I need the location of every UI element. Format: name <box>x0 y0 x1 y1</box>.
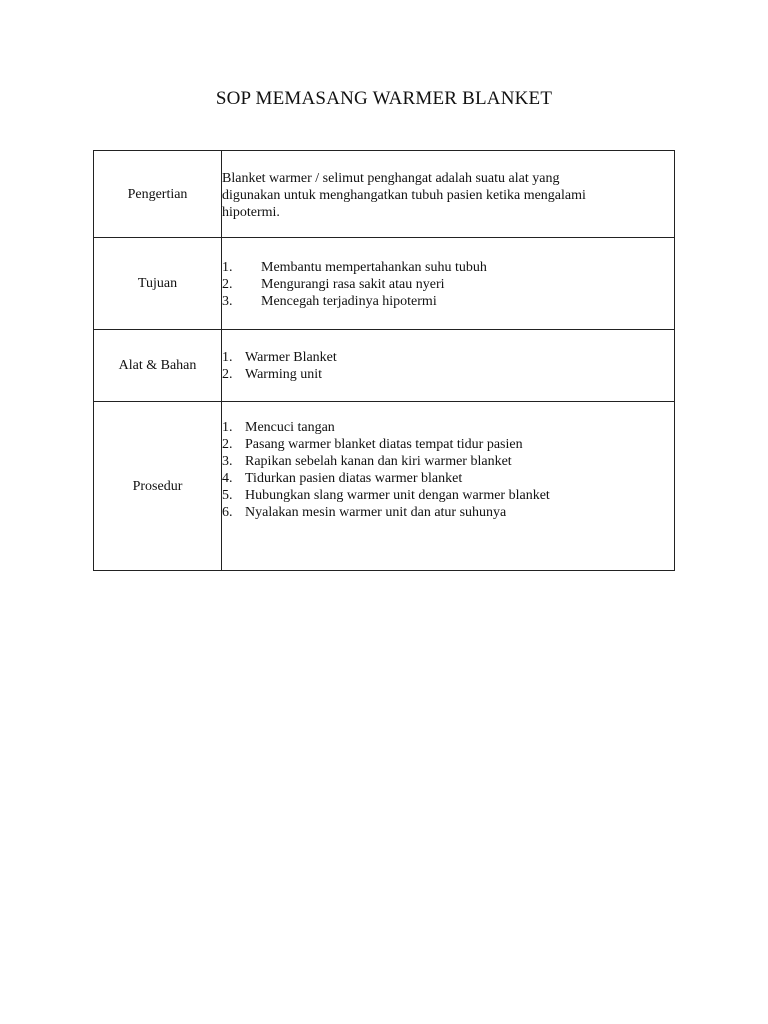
row-tujuan <box>94 238 675 330</box>
alat-bahan-content <box>222 330 675 402</box>
list-number: 4. <box>222 471 233 486</box>
list-text: Tidurkan pasien diatas warmer blanket <box>245 471 463 486</box>
prosedur-list <box>222 419 674 521</box>
tujuan-list <box>222 259 674 310</box>
list-number: 1. <box>222 260 233 275</box>
list-text: Warmer Blanket <box>245 349 337 365</box>
tujuan-label: Tujuan <box>94 238 222 330</box>
list-number: 6. <box>222 505 233 520</box>
list-item <box>222 259 674 276</box>
sop-table <box>93 150 675 571</box>
prosedur-label: Prosedur <box>94 402 222 571</box>
list-item <box>222 349 674 366</box>
alat-bahan-label: Alat & Bahan <box>94 330 222 402</box>
list-text: Hubungkan slang warmer unit dengan warmer blanket <box>245 488 550 503</box>
list-number: 3. <box>222 294 233 309</box>
list-number: 1. <box>222 420 233 435</box>
row-alat-bahan <box>94 330 675 402</box>
pengertian-line: digunakan untuk menghangatkan tubuh pasien ketika mengalami <box>222 187 586 203</box>
list-text: Pasang warmer blanket diatas tempat tidur pasien <box>245 437 523 452</box>
document-title: SOP MEMASANG WARMER BLANKET <box>215 88 553 109</box>
list-number: 1. <box>222 349 233 365</box>
alat-bahan-list <box>222 349 674 383</box>
list-item <box>222 504 674 521</box>
list-text: Mengurangi rasa sakit atau nyeri <box>261 277 445 292</box>
list-item <box>222 453 674 470</box>
list-item <box>222 487 674 504</box>
list-item <box>222 293 674 310</box>
list-number: 3. <box>222 454 233 469</box>
pengertian-line: Blanket warmer / selimut penghangat adalah suatu alat yang <box>222 170 560 186</box>
list-item <box>222 366 674 383</box>
list-text: Mencegah terjadinya hipotermi <box>261 294 437 309</box>
list-text: Mencuci tangan <box>245 420 335 435</box>
list-item <box>222 276 674 293</box>
row-prosedur <box>94 402 675 571</box>
list-text: Membantu mempertahankan suhu tubuh <box>261 260 487 275</box>
list-number: 2. <box>222 277 233 292</box>
row-pengertian <box>94 151 675 238</box>
pengertian-line: hipotermi. <box>222 204 280 220</box>
list-number: 2. <box>222 366 233 382</box>
list-item <box>222 470 674 487</box>
tujuan-content <box>222 238 675 330</box>
list-number: 5. <box>222 488 233 503</box>
list-item <box>222 436 674 453</box>
pengertian-label: Pengertian <box>94 151 222 238</box>
list-text: Warming unit <box>245 366 323 382</box>
list-text: Nyalakan mesin warmer unit dan atur suhunya <box>245 505 507 520</box>
pengertian-content <box>222 151 675 238</box>
list-number: 2. <box>222 437 233 452</box>
prosedur-content <box>222 402 675 571</box>
list-item <box>222 419 674 436</box>
list-text: Rapikan sebelah kanan dan kiri warmer blanket <box>245 454 512 469</box>
